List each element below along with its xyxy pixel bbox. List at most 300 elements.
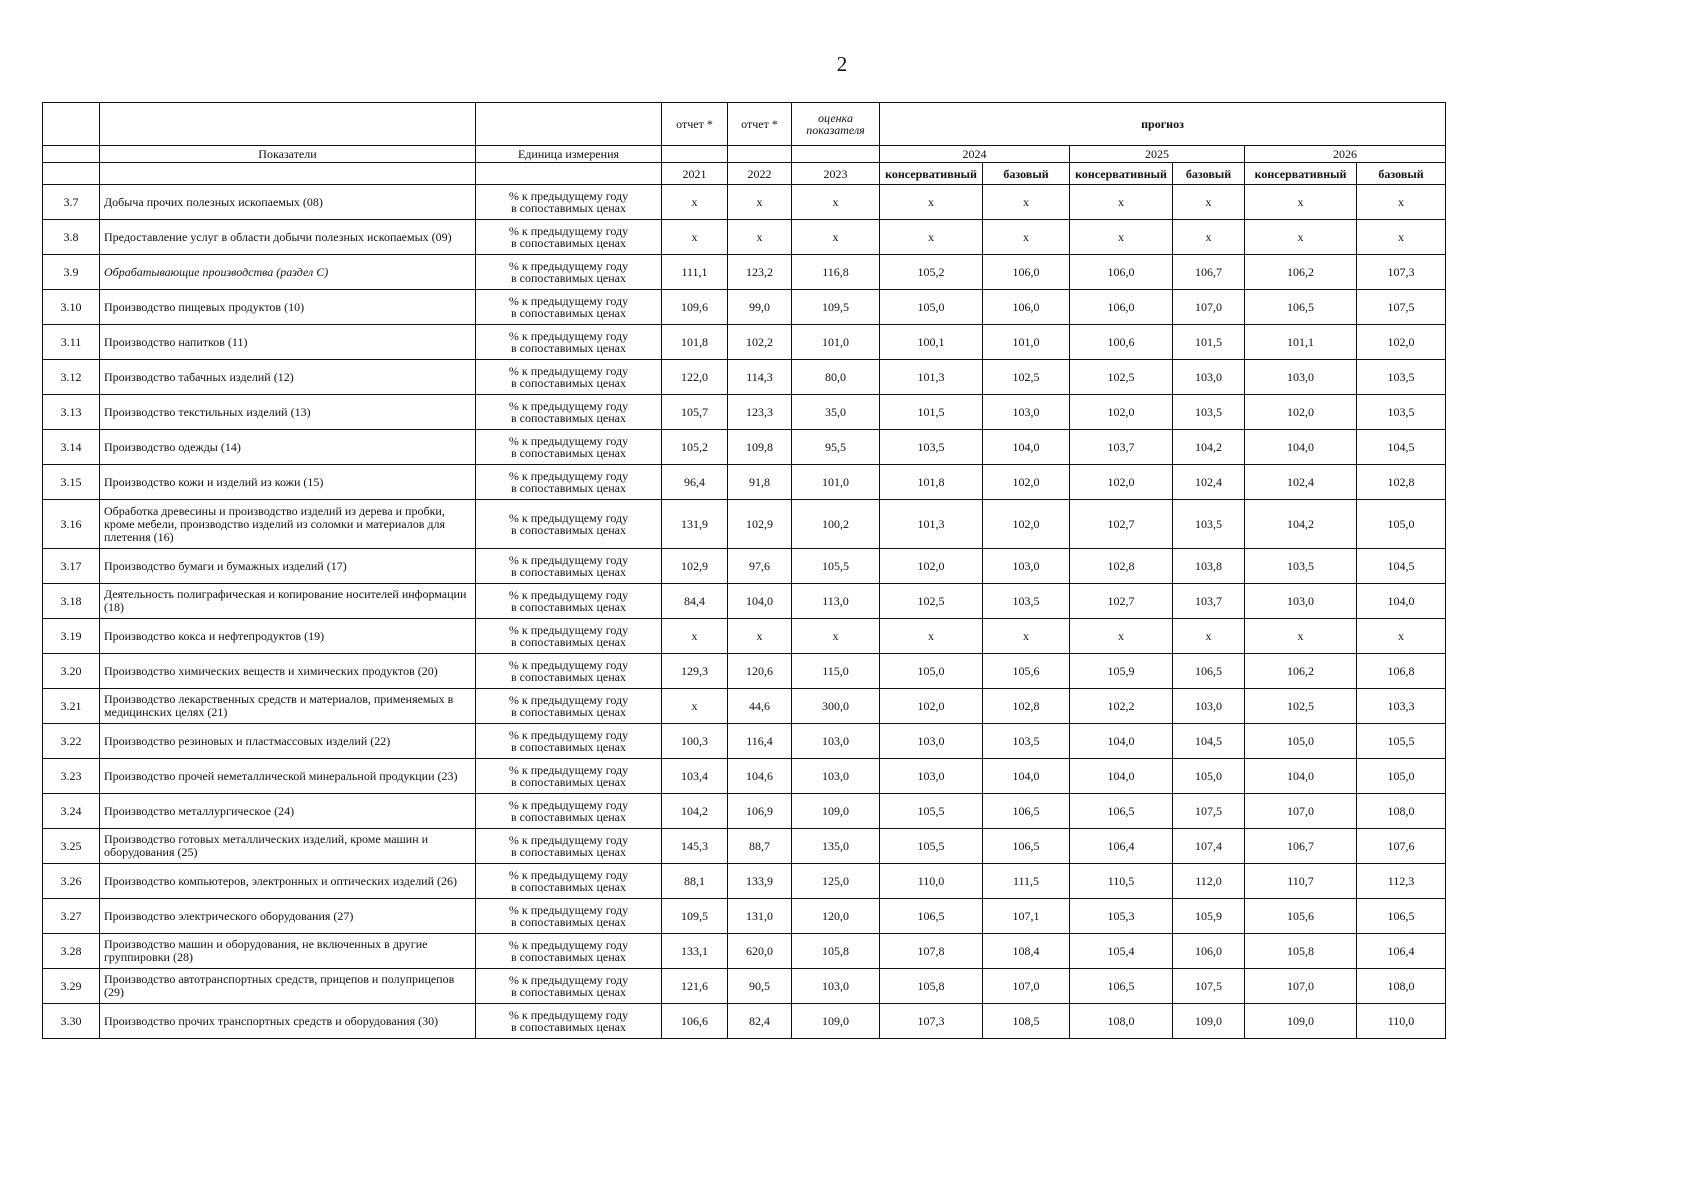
- value-2023: x: [792, 220, 880, 255]
- unit-line-2: в сопоставимых ценах: [511, 271, 626, 285]
- unit-line-2: в сопоставимых ценах: [511, 306, 626, 320]
- table-row: [43, 619, 1446, 654]
- row-unit: [476, 619, 662, 654]
- row-code: 3.15: [43, 465, 100, 500]
- value-2025-conservative: x: [1070, 185, 1173, 220]
- value-2025-base: x: [1173, 220, 1245, 255]
- row-indicator-name: Добыча прочих полезных ископаемых (08): [100, 185, 476, 220]
- value-2026-base: x: [1357, 619, 1446, 654]
- value-2021: 104,2: [662, 794, 728, 829]
- header-blank-name-3: [100, 163, 476, 185]
- value-2024-conservative: 101,3: [880, 360, 983, 395]
- row-unit: [476, 654, 662, 689]
- row-code: 3.20: [43, 654, 100, 689]
- row-code: 3.17: [43, 549, 100, 584]
- row-indicator-name: Производство одежды (14): [100, 430, 476, 465]
- value-2026-base: 108,0: [1357, 794, 1446, 829]
- header-estimate: оценка показателя: [792, 103, 880, 146]
- value-2024-base: 106,0: [983, 290, 1070, 325]
- unit-line-1: % к предыдущему году: [508, 868, 629, 882]
- value-2024-conservative: 105,0: [880, 290, 983, 325]
- header-blank-2023: [792, 146, 880, 163]
- value-2024-base: 106,5: [983, 794, 1070, 829]
- page-number: 2: [836, 52, 848, 76]
- value-2026-conservative: 104,0: [1245, 759, 1357, 794]
- value-2026-base: 112,3: [1357, 864, 1446, 899]
- value-2021: x: [662, 185, 728, 220]
- value-2023: 103,0: [792, 724, 880, 759]
- value-2022: 106,9: [728, 794, 792, 829]
- row-code: 3.7: [43, 185, 100, 220]
- value-2026-base: 103,5: [1357, 360, 1446, 395]
- value-2022: 104,6: [728, 759, 792, 794]
- unit-line-2: в сопоставимых ценах: [511, 915, 626, 929]
- header-blank-code: [43, 103, 100, 146]
- value-2022: 82,4: [728, 1004, 792, 1039]
- table-row: [43, 969, 1446, 1004]
- value-2024-conservative: 101,3: [880, 500, 983, 549]
- value-2024-base: x: [983, 185, 1070, 220]
- value-2022: 120,6: [728, 654, 792, 689]
- row-code: 3.28: [43, 934, 100, 969]
- value-2026-base: 105,0: [1357, 759, 1446, 794]
- value-2026-base: 106,8: [1357, 654, 1446, 689]
- header-unit: Единица измерения: [476, 146, 662, 163]
- value-2024-base: 111,5: [983, 864, 1070, 899]
- value-2023: 116,8: [792, 255, 880, 290]
- value-2026-base: 107,6: [1357, 829, 1446, 864]
- unit-line-1: % к предыдущему году: [508, 224, 629, 238]
- unit-line-2: в сопоставимых ценах: [511, 670, 626, 684]
- row-indicator-name: Производство табачных изделий (12): [100, 360, 476, 395]
- table-row: [43, 465, 1446, 500]
- unit-line-2: в сопоставимых ценах: [511, 481, 626, 495]
- table-row: [43, 864, 1446, 899]
- value-2025-base: 103,0: [1173, 360, 1245, 395]
- header-blank-unit-3: [476, 163, 662, 185]
- value-2026-conservative: x: [1245, 220, 1357, 255]
- header-report-2021: отчет *: [662, 103, 728, 146]
- row-indicator-name: Производство готовых металлических изделий, кроме машин и оборудования (25): [100, 829, 476, 864]
- value-2025-conservative: 104,0: [1070, 759, 1173, 794]
- value-2025-base: 105,0: [1173, 759, 1245, 794]
- row-indicator-name: Обрабатывающие производства (раздел С): [100, 255, 476, 290]
- value-2021: 131,9: [662, 500, 728, 549]
- value-2025-conservative: 106,0: [1070, 255, 1173, 290]
- value-2026-base: 102,0: [1357, 325, 1446, 360]
- value-2026-base: 103,5: [1357, 395, 1446, 430]
- row-code: 3.16: [43, 500, 100, 549]
- value-2024-conservative: 105,2: [880, 255, 983, 290]
- row-code: 3.23: [43, 759, 100, 794]
- value-2024-base: 103,5: [983, 584, 1070, 619]
- value-2021: x: [662, 689, 728, 724]
- value-2023: 300,0: [792, 689, 880, 724]
- value-2022: 109,8: [728, 430, 792, 465]
- value-2025-conservative: 106,0: [1070, 290, 1173, 325]
- row-code: 3.30: [43, 1004, 100, 1039]
- value-2025-conservative: x: [1070, 619, 1173, 654]
- value-2024-conservative: x: [880, 185, 983, 220]
- value-2022: 102,9: [728, 500, 792, 549]
- value-2022: 133,9: [728, 864, 792, 899]
- row-code: 3.27: [43, 899, 100, 934]
- value-2026-conservative: 105,6: [1245, 899, 1357, 934]
- unit-line-2: в сопоставимых ценах: [511, 523, 626, 537]
- header-year-2023: 2023: [792, 163, 880, 185]
- header-year-2024: 2024: [880, 146, 1070, 163]
- row-indicator-name: Деятельность полиграфическая и копирование носителей информации (18): [100, 584, 476, 619]
- value-2024-conservative: 105,0: [880, 654, 983, 689]
- unit-line-1: % к предыдущему году: [508, 1008, 629, 1022]
- value-2025-base: 104,5: [1173, 724, 1245, 759]
- value-2026-conservative: 104,2: [1245, 500, 1357, 549]
- value-2023: 35,0: [792, 395, 880, 430]
- value-2022: 90,5: [728, 969, 792, 1004]
- value-2021: 109,5: [662, 899, 728, 934]
- unit-line-1: % к предыдущему году: [508, 623, 629, 637]
- header-variant-conservative-2024: консервативный: [880, 163, 983, 185]
- header-row-2: [43, 146, 1446, 163]
- unit-line-1: % к предыдущему году: [508, 798, 629, 812]
- value-2025-base: 105,9: [1173, 899, 1245, 934]
- value-2024-conservative: 106,5: [880, 899, 983, 934]
- table-row: [43, 500, 1446, 549]
- value-2025-base: 106,0: [1173, 934, 1245, 969]
- value-2021: 103,4: [662, 759, 728, 794]
- header-blank-code-2: [43, 146, 100, 163]
- value-2024-conservative: 105,5: [880, 794, 983, 829]
- value-2026-base: 110,0: [1357, 1004, 1446, 1039]
- value-2024-base: 102,0: [983, 500, 1070, 549]
- value-2022: 620,0: [728, 934, 792, 969]
- value-2026-conservative: 103,0: [1245, 584, 1357, 619]
- row-indicator-name: Производство пищевых продуктов (10): [100, 290, 476, 325]
- value-2026-base: 104,0: [1357, 584, 1446, 619]
- value-2021: 129,3: [662, 654, 728, 689]
- unit-line-1: % к предыдущему году: [508, 763, 629, 777]
- row-code: 3.24: [43, 794, 100, 829]
- unit-line-2: в сопоставимых ценах: [511, 565, 626, 579]
- value-2021: 121,6: [662, 969, 728, 1004]
- value-2026-base: 106,5: [1357, 899, 1446, 934]
- unit-line-1: % к предыдущему году: [508, 364, 629, 378]
- row-unit: [476, 255, 662, 290]
- table-row: [43, 395, 1446, 430]
- row-indicator-name: Производство прочих транспортных средств и оборудования (30): [100, 1004, 476, 1039]
- unit-line-1: % к предыдущему году: [508, 903, 629, 917]
- value-2025-base: 103,8: [1173, 549, 1245, 584]
- unit-line-2: в сопоставимых ценах: [511, 411, 626, 425]
- value-2021: 109,6: [662, 290, 728, 325]
- table-row: [43, 584, 1446, 619]
- unit-line-2: в сопоставимых ценах: [511, 341, 626, 355]
- header-year-2021: 2021: [662, 163, 728, 185]
- header-row-1: [43, 103, 1446, 146]
- unit-line-1: % к предыдущему году: [508, 938, 629, 952]
- value-2023: x: [792, 185, 880, 220]
- value-2025-conservative: 103,7: [1070, 430, 1173, 465]
- row-code: 3.29: [43, 969, 100, 1004]
- value-2025-conservative: 102,7: [1070, 584, 1173, 619]
- value-2021: 84,4: [662, 584, 728, 619]
- value-2026-conservative: 106,2: [1245, 255, 1357, 290]
- value-2023: 105,5: [792, 549, 880, 584]
- value-2026-base: 104,5: [1357, 430, 1446, 465]
- header-variant-conservative-2025: консервативный: [1070, 163, 1173, 185]
- table-row: [43, 549, 1446, 584]
- value-2025-conservative: 102,7: [1070, 500, 1173, 549]
- value-2025-base: 104,2: [1173, 430, 1245, 465]
- value-2024-base: 103,5: [983, 724, 1070, 759]
- value-2025-base: 103,5: [1173, 500, 1245, 549]
- value-2026-base: 103,3: [1357, 689, 1446, 724]
- value-2021: 145,3: [662, 829, 728, 864]
- header-variant-conservative-2026: консервативный: [1245, 163, 1357, 185]
- unit-line-2: в сопоставимых ценах: [511, 810, 626, 824]
- value-2023: 100,2: [792, 500, 880, 549]
- unit-line-2: в сопоставимых ценах: [511, 985, 626, 999]
- row-code: 3.21: [43, 689, 100, 724]
- row-code: 3.25: [43, 829, 100, 864]
- row-indicator-name: Производство кожи и изделий из кожи (15): [100, 465, 476, 500]
- row-code: 3.9: [43, 255, 100, 290]
- row-unit: [476, 759, 662, 794]
- value-2022: 114,3: [728, 360, 792, 395]
- unit-line-1: % к предыдущему году: [508, 728, 629, 742]
- value-2025-conservative: 108,0: [1070, 1004, 1173, 1039]
- unit-line-2: в сопоставимых ценах: [511, 740, 626, 754]
- row-indicator-name: Производство химических веществ и химических продуктов (20): [100, 654, 476, 689]
- value-2023: 103,0: [792, 969, 880, 1004]
- value-2023: 80,0: [792, 360, 880, 395]
- value-2026-conservative: 105,8: [1245, 934, 1357, 969]
- row-indicator-name: Производство прочей неметаллической минеральной продукции (23): [100, 759, 476, 794]
- row-code: 3.11: [43, 325, 100, 360]
- header-blank-name: [100, 103, 476, 146]
- value-2026-conservative: x: [1245, 185, 1357, 220]
- value-2024-conservative: 103,0: [880, 724, 983, 759]
- table-row: [43, 689, 1446, 724]
- value-2021: 122,0: [662, 360, 728, 395]
- unit-line-1: % к предыдущему году: [508, 511, 629, 525]
- value-2025-conservative: 106,5: [1070, 969, 1173, 1004]
- table-row: [43, 360, 1446, 395]
- value-2024-base: 105,6: [983, 654, 1070, 689]
- unit-line-2: в сопоставимых ценах: [511, 705, 626, 719]
- value-2025-base: 102,4: [1173, 465, 1245, 500]
- unit-line-2: в сопоставимых ценах: [511, 376, 626, 390]
- row-code: 3.13: [43, 395, 100, 430]
- value-2023: 103,0: [792, 759, 880, 794]
- value-2024-base: 102,0: [983, 465, 1070, 500]
- row-unit: [476, 500, 662, 549]
- value-2026-conservative: 102,0: [1245, 395, 1357, 430]
- value-2026-base: 106,4: [1357, 934, 1446, 969]
- value-2024-conservative: 102,0: [880, 689, 983, 724]
- row-indicator-name: Производство лекарственных средств и материалов, применяемых в медицинских целях (21): [100, 689, 476, 724]
- row-code: 3.19: [43, 619, 100, 654]
- value-2023: 109,0: [792, 1004, 880, 1039]
- value-2025-base: 103,7: [1173, 584, 1245, 619]
- header-indicators: Показатели: [100, 146, 476, 163]
- value-2025-conservative: 105,4: [1070, 934, 1173, 969]
- row-unit: [476, 794, 662, 829]
- row-unit: [476, 290, 662, 325]
- value-2023: 109,0: [792, 794, 880, 829]
- value-2024-conservative: 105,5: [880, 829, 983, 864]
- value-2024-conservative: 100,1: [880, 325, 983, 360]
- value-2025-conservative: 100,6: [1070, 325, 1173, 360]
- table-row: [43, 185, 1446, 220]
- row-unit: [476, 549, 662, 584]
- value-2023: 115,0: [792, 654, 880, 689]
- header-variant-base-2024: базовый: [983, 163, 1070, 185]
- value-2025-conservative: 106,4: [1070, 829, 1173, 864]
- unit-line-2: в сопоставимых ценах: [511, 950, 626, 964]
- table-row: [43, 325, 1446, 360]
- header-blank-2022: [728, 146, 792, 163]
- value-2025-base: x: [1173, 185, 1245, 220]
- table-row: [43, 654, 1446, 689]
- value-2021: x: [662, 220, 728, 255]
- value-2025-base: 103,0: [1173, 689, 1245, 724]
- table-row: [43, 255, 1446, 290]
- value-2023: 105,8: [792, 934, 880, 969]
- value-2022: 102,2: [728, 325, 792, 360]
- unit-line-1: % к предыдущему году: [508, 329, 629, 343]
- value-2024-base: x: [983, 220, 1070, 255]
- value-2021: 133,1: [662, 934, 728, 969]
- unit-line-2: в сопоставимых ценах: [511, 880, 626, 894]
- forecast-table: [42, 102, 1446, 1039]
- unit-line-1: % к предыдущему году: [508, 553, 629, 567]
- value-2022: x: [728, 619, 792, 654]
- value-2024-base: 108,4: [983, 934, 1070, 969]
- row-unit: [476, 899, 662, 934]
- header-blank-unit: [476, 103, 662, 146]
- value-2025-base: 106,7: [1173, 255, 1245, 290]
- value-2024-base: 102,5: [983, 360, 1070, 395]
- value-2025-conservative: 102,8: [1070, 549, 1173, 584]
- row-unit: [476, 185, 662, 220]
- value-2026-conservative: 110,7: [1245, 864, 1357, 899]
- value-2025-base: 103,5: [1173, 395, 1245, 430]
- value-2024-base: 106,5: [983, 829, 1070, 864]
- unit-line-1: % к предыдущему году: [508, 973, 629, 987]
- row-indicator-name: Производство машин и оборудования, не включенных в другие группировки (28): [100, 934, 476, 969]
- value-2023: 95,5: [792, 430, 880, 465]
- row-code: 3.8: [43, 220, 100, 255]
- unit-line-1: % к предыдущему году: [508, 189, 629, 203]
- unit-line-1: % к предыдущему году: [508, 434, 629, 448]
- value-2025-base: 107,0: [1173, 290, 1245, 325]
- value-2025-base: 107,5: [1173, 969, 1245, 1004]
- value-2024-conservative: 107,3: [880, 1004, 983, 1039]
- unit-line-2: в сопоставимых ценах: [511, 775, 626, 789]
- row-indicator-name: Производство электрического оборудования (27): [100, 899, 476, 934]
- value-2024-conservative: 102,0: [880, 549, 983, 584]
- table-row: [43, 829, 1446, 864]
- unit-line-1: % к предыдущему году: [508, 693, 629, 707]
- value-2023: 109,5: [792, 290, 880, 325]
- header-blank-code-3: [43, 163, 100, 185]
- value-2022: 44,6: [728, 689, 792, 724]
- row-code: 3.14: [43, 430, 100, 465]
- value-2024-conservative: 102,5: [880, 584, 983, 619]
- table-row: [43, 759, 1446, 794]
- value-2024-conservative: x: [880, 220, 983, 255]
- value-2022: x: [728, 220, 792, 255]
- table-row: [43, 724, 1446, 759]
- header-year-2026: 2026: [1245, 146, 1446, 163]
- unit-line-2: в сопоставимых ценах: [511, 845, 626, 859]
- value-2026-base: 104,5: [1357, 549, 1446, 584]
- row-unit: [476, 325, 662, 360]
- value-2021: 105,2: [662, 430, 728, 465]
- header-blank-2021: [662, 146, 728, 163]
- value-2025-base: 109,0: [1173, 1004, 1245, 1039]
- value-2022: 123,3: [728, 395, 792, 430]
- value-2023: x: [792, 619, 880, 654]
- value-2021: 88,1: [662, 864, 728, 899]
- value-2026-conservative: 107,0: [1245, 794, 1357, 829]
- value-2026-conservative: 102,4: [1245, 465, 1357, 500]
- header-report-2022: отчет *: [728, 103, 792, 146]
- value-2021: 105,7: [662, 395, 728, 430]
- header-row-3: [43, 163, 1446, 185]
- unit-line-1: % к предыдущему году: [508, 658, 629, 672]
- row-indicator-name: Производство резиновых и пластмассовых изделий (22): [100, 724, 476, 759]
- row-unit: [476, 395, 662, 430]
- value-2022: 91,8: [728, 465, 792, 500]
- value-2023: 120,0: [792, 899, 880, 934]
- value-2025-base: 101,5: [1173, 325, 1245, 360]
- row-indicator-name: Производство напитков (11): [100, 325, 476, 360]
- value-2022: 123,2: [728, 255, 792, 290]
- value-2024-base: 107,0: [983, 969, 1070, 1004]
- value-2024-base: 107,1: [983, 899, 1070, 934]
- value-2021: 102,9: [662, 549, 728, 584]
- row-unit: [476, 829, 662, 864]
- value-2025-base: 106,5: [1173, 654, 1245, 689]
- row-code: 3.18: [43, 584, 100, 619]
- value-2025-conservative: 104,0: [1070, 724, 1173, 759]
- value-2026-base: 107,5: [1357, 290, 1446, 325]
- value-2022: 116,4: [728, 724, 792, 759]
- row-unit: [476, 864, 662, 899]
- value-2024-conservative: 105,8: [880, 969, 983, 1004]
- value-2025-conservative: 102,0: [1070, 395, 1173, 430]
- row-indicator-name: Производство металлургическое (24): [100, 794, 476, 829]
- row-unit: [476, 1004, 662, 1039]
- table-row: [43, 1004, 1446, 1039]
- unit-line-2: в сопоставимых ценах: [511, 446, 626, 460]
- value-2022: 104,0: [728, 584, 792, 619]
- header-year-2025: 2025: [1070, 146, 1245, 163]
- unit-line-1: % к предыдущему году: [508, 399, 629, 413]
- table-row: [43, 899, 1446, 934]
- value-2025-conservative: 106,5: [1070, 794, 1173, 829]
- value-2026-base: x: [1357, 185, 1446, 220]
- value-2023: 101,0: [792, 465, 880, 500]
- value-2024-base: 104,0: [983, 759, 1070, 794]
- value-2021: 101,8: [662, 325, 728, 360]
- row-unit: [476, 360, 662, 395]
- value-2026-conservative: 104,0: [1245, 430, 1357, 465]
- value-2023: 125,0: [792, 864, 880, 899]
- value-2024-base: 104,0: [983, 430, 1070, 465]
